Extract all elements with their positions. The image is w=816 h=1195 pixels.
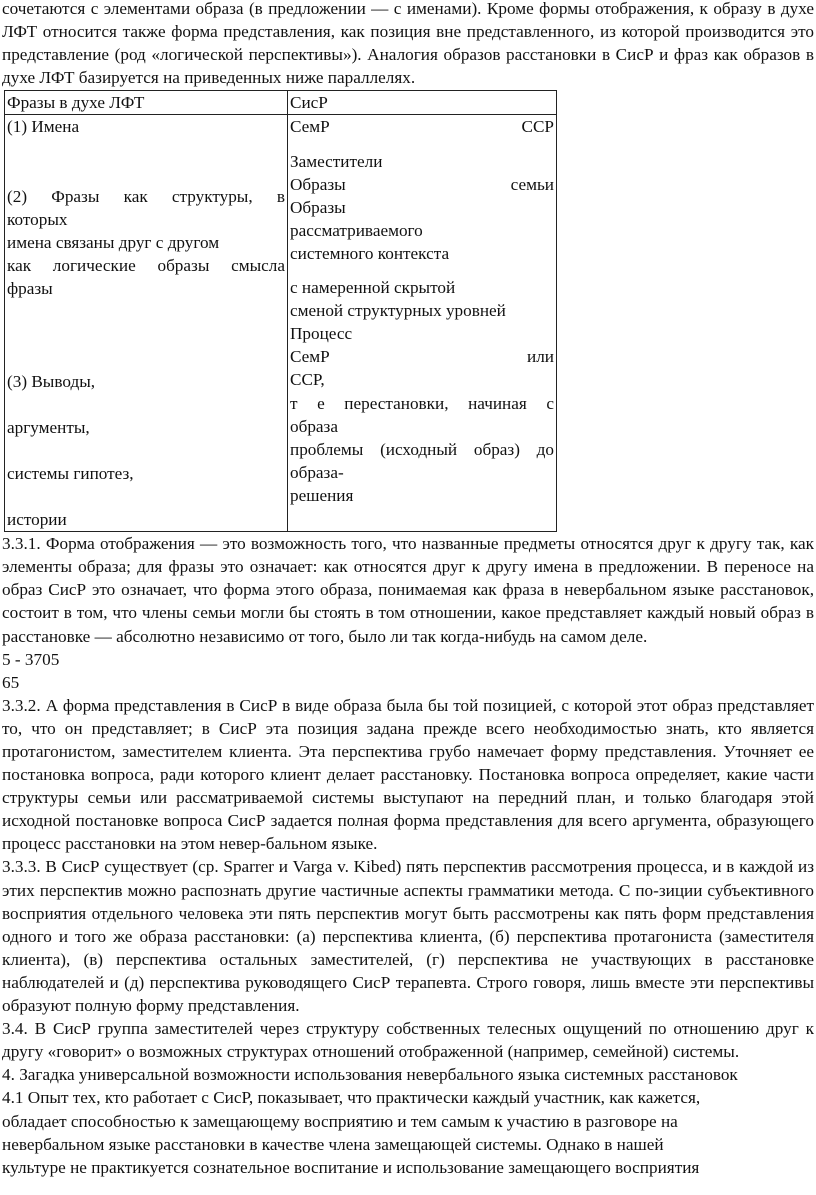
- left-item-hypotheses: системы гипотез,: [7, 463, 134, 483]
- left-item-arguments: аргументы,: [7, 417, 90, 437]
- right-item-images: Образы: [290, 197, 346, 217]
- table-body-row: [5, 115, 557, 532]
- right-item-family-images: Образы семьи: [290, 174, 554, 194]
- right-item-permutations: т е перестановки, начиная с: [290, 393, 554, 413]
- paragraph-3-3-2: 3.3.2. А форма представления в СисР в виде образа была бы той позицией, с которой этот образ представляет то, что он представляет; в СисР эта позиция задана прежде всего необходимостью знать, кто является протагонистом, заместителем клиента. Эта перспектива грубо намечает форму представления. Уточняет ее постановка вопроса, ради которого клиент делает расстановку. Постановка вопроса определяет, какие части структуры семьи или рассматриваемой системы выступают на передний план, и только благодаря этой исходной постановке вопроса СисР задается полная форма представления для всего аргумента, образующего процесс расстановки на этом невер-бальном языке.: [2, 695, 814, 854]
- parallels-table: [4, 90, 557, 532]
- left-item-phrases-line3: имена связаны друг с другом: [7, 232, 220, 252]
- right-item-hidden: с намеренной скрытой: [290, 278, 456, 298]
- right-item-ssr: ССР,: [290, 370, 325, 390]
- paragraph-4-1-line1: 4.1 Опыт тех, кто работает с СисР, показывает, что практически каждый участник, как кажется,: [2, 1088, 701, 1108]
- table-header-left: Фразы в духе ЛФТ: [5, 91, 288, 115]
- paragraph-3-4: 3.4. В СисР группа заместителей через структуру собственных телесных ощущений по отношению друг к другу «говорит» о возможных структурах отношений отображенной (например, семейной) системы.: [2, 1019, 814, 1062]
- right-item-level-change: сменой структурных уровней: [290, 301, 506, 321]
- left-item-stories: истории: [7, 510, 67, 530]
- right-item-image: образа: [290, 416, 338, 436]
- paragraph-3-3-3: 3.3.3. В СисР существует (ср. Sparrer и Varga v. Kibed) пять перспектив рассмотрения процесса, и в каждой из этих перспектив можно распознать другие частичные аспекты грамматики метода. С по-зиции субъективного восприятия отдельного человека эти пять перспектив могут быть рассмотрены как пять форм представления одного и того же образа расстановки: (а) перспектива клиента, (б) перспектива протагониста (заместителя клиента), (в) перспектива остальных заместителей, (г) перспектива не участвующих в расстановке наблюдателей и (д) перспектива руководящего СисР терапевта. Строго говоря, лишь вместе эти перспективы образуют полную форму представления.: [2, 857, 814, 1016]
- page-number: 65: [2, 672, 20, 692]
- right-item-system-context: системного контекста: [290, 243, 450, 263]
- left-item-phrases-line2: которых: [7, 209, 68, 229]
- table-header-right: СисР: [288, 91, 557, 115]
- right-item-process: Процесс: [290, 324, 353, 344]
- left-item-phrases-line4: как логические образы смысла: [7, 256, 285, 276]
- right-item-problem: проблемы (исходный образ) до: [290, 439, 554, 459]
- footer-code: 5 - 3705: [2, 649, 60, 669]
- left-item-phrases-line5: фразы: [7, 279, 53, 299]
- right-item-semr-ssr: СемР ССР: [290, 117, 554, 137]
- intro-paragraph: сочетаются с элементами образа (в предложении — с именами). Кроме формы отображения, к образу в духе ЛФТ относится также форма представления, как позиция вне представленного, из которой производится это представление (род «логической перспективы»). Аналогия образов расстановки в СисР и фраз как образов в духе ЛФТ базируется на приведенных ниже параллелях.: [2, 0, 814, 88]
- right-item-solution: решения: [290, 485, 354, 505]
- paragraph-4-1-line2: обладает способностью к замещающему восприятию и тем самым к участию в разговоре на: [2, 1111, 678, 1131]
- paragraph-4-1-line3: невербальном языке расстановки в качестве члена замещающей системы. Однако в нашей: [2, 1134, 664, 1154]
- paragraph-3-3-1: 3.3.1. Форма отображения — это возможность того, что названные предметы относятся друг к другу так, как элементы образа; для фразы это означает: как относятся друг к другу имена в предложении. В переносе на образ СисР это означает, что форма этого образа, понимаемая как фраза в невербальном языке расстановок, состоит в том, что члены семьи могли бы стоять в том отношении, какое представляет каждый новый образ в расстановке — абсолютно независимо от того, было ли так когда-нибудь на самом деле.: [2, 534, 814, 646]
- right-item-image-dash: образа-: [290, 462, 344, 482]
- left-item-names: (1) Имена: [7, 117, 80, 137]
- right-item-representatives: Заместители: [290, 151, 383, 171]
- table-right-column: [288, 115, 557, 532]
- heading-4: 4. Загадка универсальной возможности использования невербального языка системных расстановок: [2, 1065, 738, 1085]
- left-item-phrases-line1: (2) Фразы как структуры, в: [7, 186, 285, 206]
- right-item-considered: рассматриваемого: [290, 220, 423, 240]
- right-item-semr-or: СемР или: [290, 347, 554, 367]
- paragraph-4-1-line4: культуре не практикуется сознательное воспитание и использование замещающего восприятия: [2, 1157, 700, 1177]
- left-item-conclusions: (3) Выводы,: [7, 371, 96, 391]
- table-header-row: [5, 91, 557, 115]
- table-left-column: [5, 115, 288, 532]
